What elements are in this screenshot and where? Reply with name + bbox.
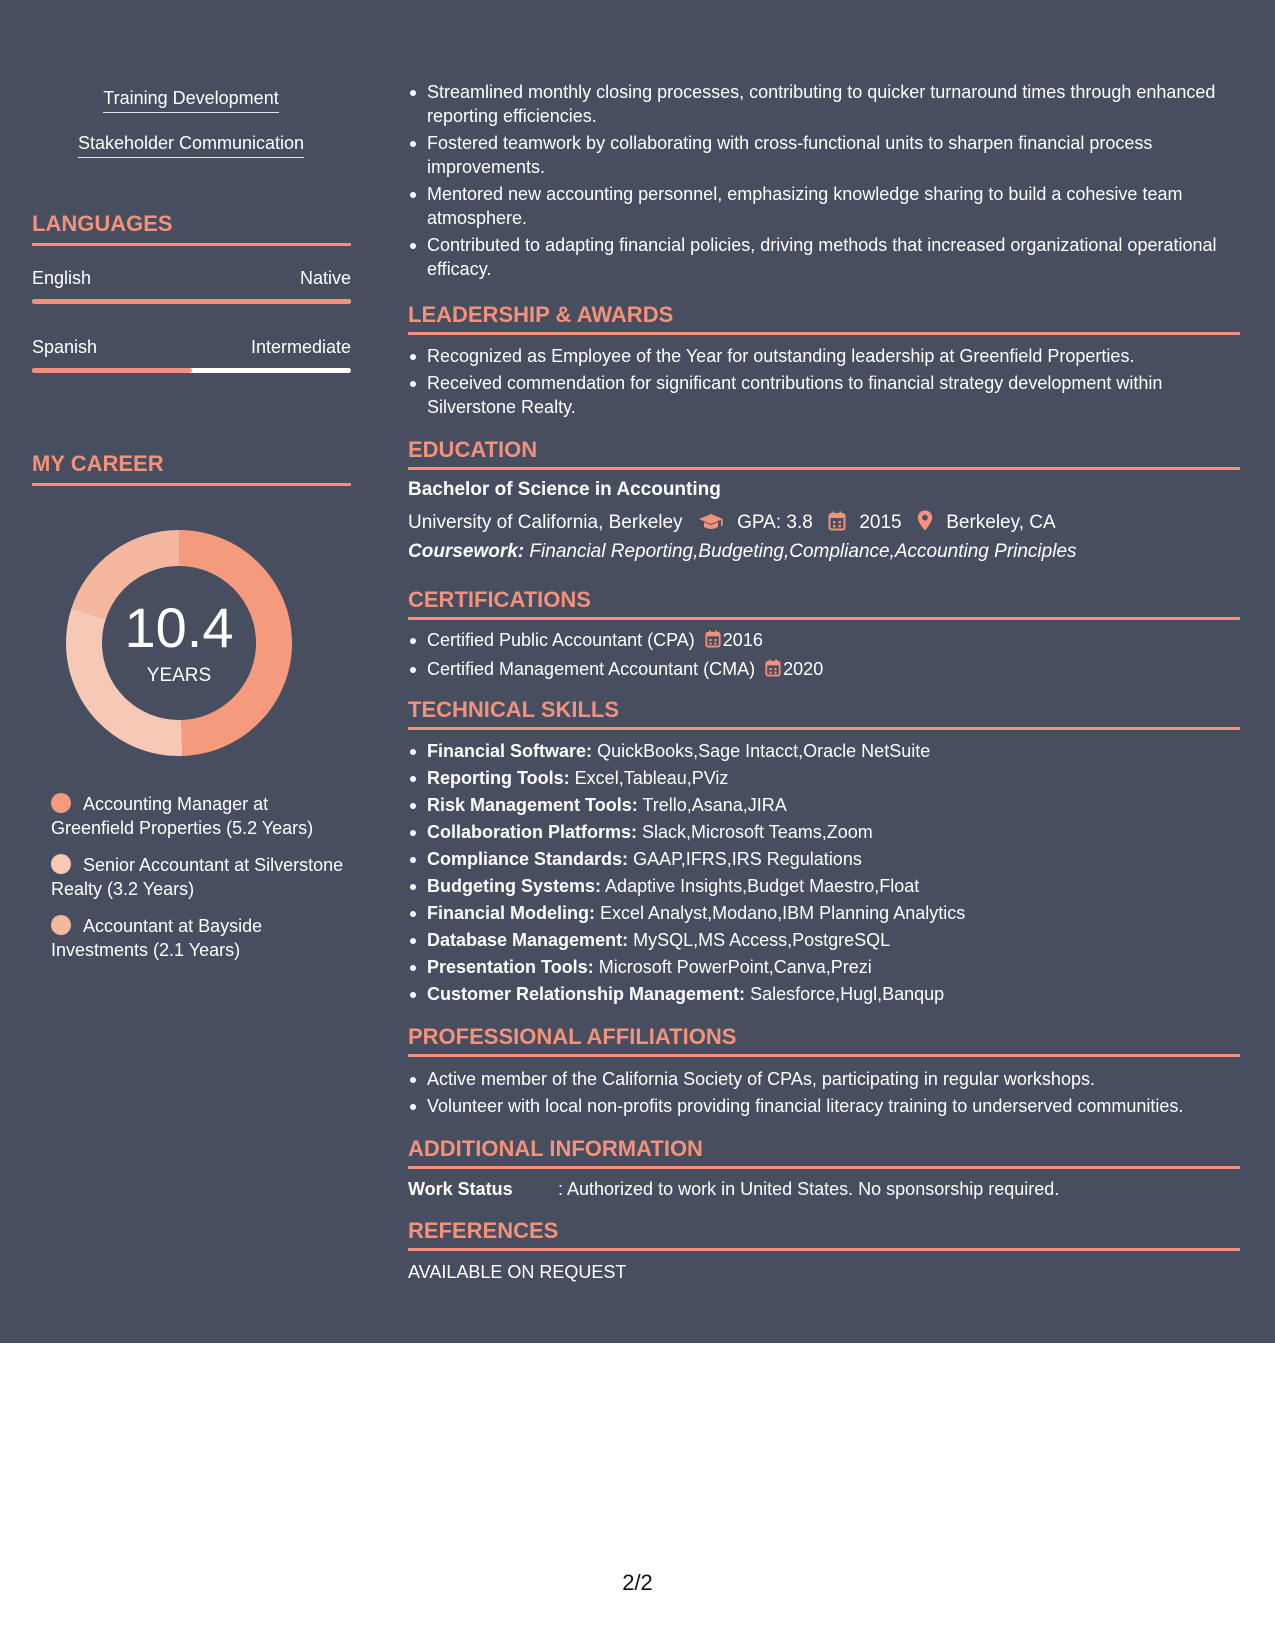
skill-category: Presentation Tools: — [427, 957, 594, 977]
career-legend-dot — [51, 915, 71, 935]
career-total-years: 10.4 — [124, 596, 234, 659]
work-status-label: Work Status — [408, 1179, 513, 1199]
languages-heading: LANGUAGES — [32, 211, 351, 246]
education-degree: Bachelor of Science in Accounting — [408, 479, 721, 500]
skill-values: MySQL,MS Access,PostgreSQL — [633, 930, 891, 950]
skill-category: Database Management: — [427, 930, 629, 950]
career-legend-item — [51, 914, 351, 962]
list-item — [408, 738, 965, 765]
certification-name: Certified Public Accountant (CPA) — [427, 630, 695, 650]
calendar-icon — [765, 658, 781, 685]
certification-item — [408, 656, 823, 685]
location-pin-icon — [917, 510, 933, 537]
career-legend-label: Senior Accountant at Silverstone Realty (3.2 Years) — [51, 855, 344, 899]
career-donut-chart — [66, 530, 292, 756]
language-proficiency-bar — [32, 299, 351, 304]
technical-skills-heading: TECHNICAL SKILLS — [408, 697, 1240, 730]
page-number: 2/2 — [622, 1570, 653, 1595]
career-legend-label: Accountant at Bayside Investments (2.1 Years) — [51, 916, 263, 960]
language-proficiency-bar — [32, 368, 351, 373]
certification-name: Certified Management Accountant (CMA) — [427, 659, 756, 679]
career-legend-item — [51, 792, 351, 840]
list-item — [408, 981, 965, 1008]
sidebar — [0, 0, 382, 1343]
career-legend-item — [51, 853, 351, 901]
language-row — [32, 337, 351, 358]
list-item — [408, 792, 965, 819]
certifications-heading: CERTIFICATIONS — [408, 587, 1240, 620]
skill-category: Budgeting Systems: — [427, 876, 602, 896]
education-heading: EDUCATION — [408, 437, 1240, 470]
skill-values: Excel,Tableau,PViz — [574, 768, 729, 788]
list-item — [408, 819, 965, 846]
list-item: Active member of the California Society of CPAs, participating in regular workshops. — [408, 1067, 1240, 1091]
skill-values: Slack,Microsoft Teams,Zoom — [642, 822, 873, 842]
certification-year: 2016 — [722, 630, 763, 650]
affiliations-list — [408, 1067, 1240, 1121]
skill-category: Financial Software: — [427, 741, 593, 761]
list-item: Fostered teamwork by collaborating with cross-functional units to sharpen financial process improvements. — [408, 131, 1240, 179]
leadership-heading: LEADERSHIP & AWARDS — [408, 302, 1240, 335]
career-legend-dot — [51, 793, 71, 813]
list-item — [408, 927, 965, 954]
skill-values: Adaptive Insights,Budget Maestro,Float — [605, 876, 920, 896]
additional-info-heading: ADDITIONAL INFORMATION — [408, 1136, 1240, 1169]
skill-tag — [0, 88, 382, 113]
list-item — [408, 873, 965, 900]
list-item — [408, 846, 965, 873]
skill-values: Salesforce,Hugl,Banqup — [750, 984, 945, 1004]
education-coursework — [408, 541, 1077, 563]
language-proficiency-fill — [32, 299, 351, 304]
list-item: Volunteer with local non-profits providing financial literacy training to underserved communities. — [408, 1094, 1240, 1118]
skill-tag-label: Stakeholder Communication — [78, 133, 304, 158]
skill-tag — [0, 133, 382, 158]
skill-category: Financial Modeling: — [427, 903, 596, 923]
education-school: University of California, Berkeley — [408, 512, 683, 533]
leadership-list — [408, 344, 1240, 422]
calendar-icon — [705, 629, 721, 656]
career-legend-label: Accounting Manager at Greenfield Properties (5.2 Years) — [51, 794, 314, 838]
language-name: Spanish — [32, 337, 98, 357]
list-item — [408, 765, 965, 792]
calendar-icon — [828, 511, 846, 537]
list-item — [408, 954, 965, 981]
skill-category: Customer Relationship Management: — [427, 984, 746, 1004]
list-item: Contributed to adapting financial policies, driving methods that increased organizational operational efficacy. — [408, 233, 1240, 281]
list-item: Mentored new accounting personnel, emphasizing knowledge sharing to build a cohesive team atmosphere. — [408, 182, 1240, 230]
education-year: 2015 — [859, 512, 902, 533]
career-years-unit: YEARS — [146, 665, 212, 686]
list-item: Received commendation for significant contributions to financial strategy development within Silverstone Realty. — [408, 371, 1240, 419]
language-name: English — [32, 268, 92, 288]
skill-category: Reporting Tools: — [427, 768, 570, 788]
education-details — [408, 510, 1056, 537]
technical-skills-list — [408, 738, 965, 1008]
references-heading: REFERENCES — [408, 1218, 1240, 1251]
career-heading: MY CAREER — [32, 451, 351, 486]
certifications-list — [408, 627, 823, 685]
skill-values: Trello,Asana,JIRA — [642, 795, 787, 815]
work-status-value: : Authorized to work in United States. No sponsorship required. — [558, 1179, 1060, 1199]
language-level: Intermediate — [250, 337, 351, 357]
skill-values: GAAP,IFRS,IRS Regulations — [633, 849, 862, 869]
affiliations-heading: PROFESSIONAL AFFILIATIONS — [408, 1024, 1240, 1057]
education-gpa: GPA: 3.8 — [737, 512, 813, 533]
skill-values: Excel Analyst,Modano,IBM Planning Analytics — [600, 903, 966, 923]
language-row — [32, 268, 351, 289]
work-status-row — [408, 1179, 1059, 1200]
references-text: AVAILABLE ON REQUEST — [408, 1262, 627, 1282]
skill-category: Collaboration Platforms: — [427, 822, 638, 842]
language-level: Native — [299, 268, 351, 288]
graduation-cap-icon — [698, 513, 724, 537]
coursework-label: Coursework: — [408, 541, 525, 562]
list-item: Streamlined monthly closing processes, contributing to quicker turnaround times through enhanced reporting efficiencies. — [408, 80, 1240, 128]
experience-bullets — [408, 80, 1240, 284]
career-legend-dot — [51, 854, 71, 874]
list-item: Recognized as Employee of the Year for outstanding leadership at Greenfield Properties. — [408, 344, 1240, 368]
education-location: Berkeley, CA — [946, 512, 1056, 533]
skill-values: QuickBooks,Sage Intacct,Oracle NetSuite — [597, 741, 931, 761]
certification-year: 2020 — [783, 659, 824, 679]
skill-tag-label: Training Development — [103, 88, 278, 113]
skill-values: Microsoft PowerPoint,Canva,Prezi — [598, 957, 872, 977]
skill-category: Risk Management Tools: — [427, 795, 638, 815]
skill-category: Compliance Standards: — [427, 849, 629, 869]
certification-item — [408, 627, 823, 656]
list-item — [408, 900, 965, 927]
language-proficiency-fill — [32, 368, 192, 373]
coursework-value: Financial Reporting,Budgeting,Compliance,Accounting Principles — [529, 541, 1077, 562]
